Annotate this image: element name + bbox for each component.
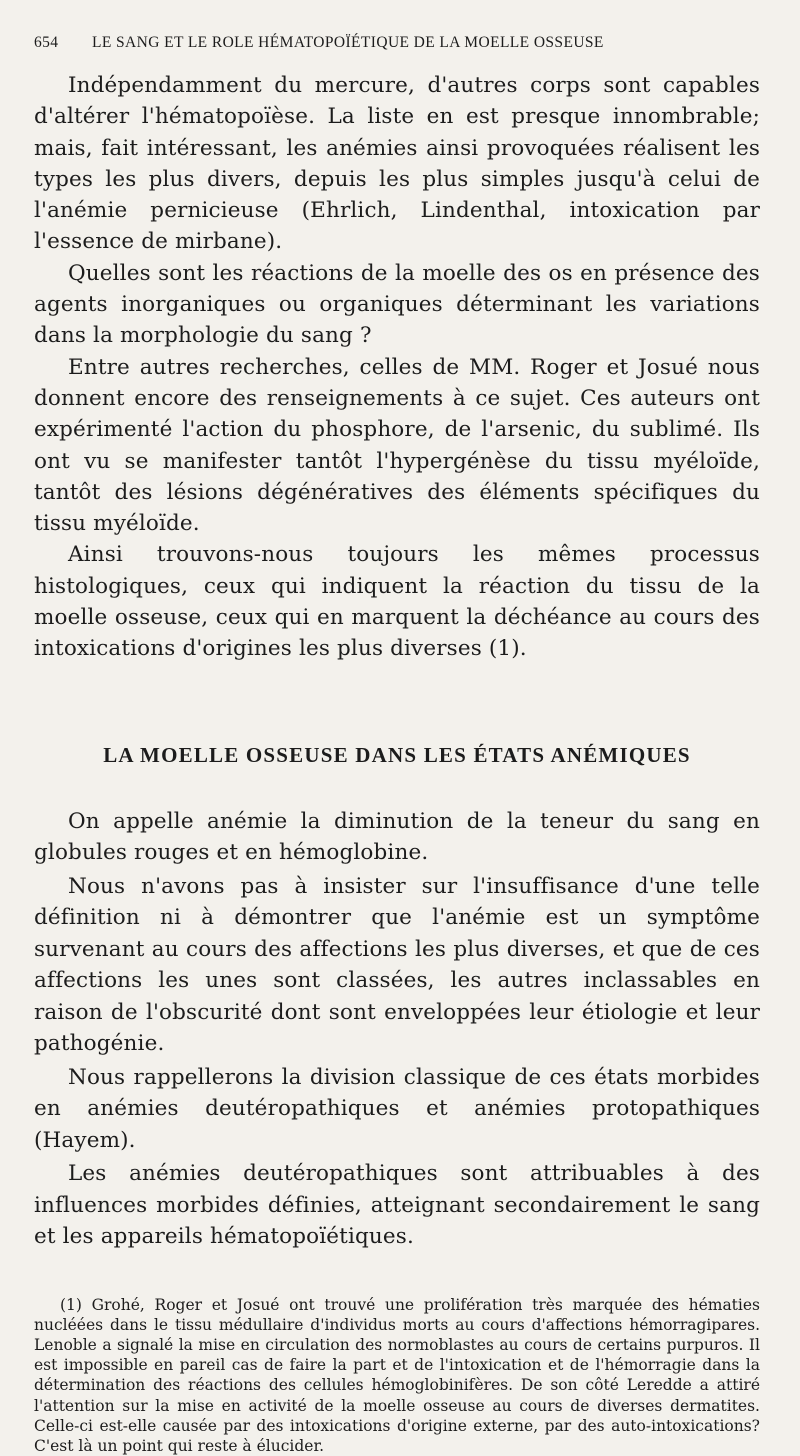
paragraph: Quelles sont les réactions de la moelle des os en présence des agents inorganiques ou organiques déterminant les variations dans la morphologie du sang ?	[34, 260, 760, 349]
footnote: (1) Grohé, Roger et Josué ont trouvé une prolifération très marquée des hématies nucléées dans le tissu médullaire d'individus morts au cours d'affections hémorragipares. Lenoble a signalé la mise en circulation des normoblastes au cours de certains purpuros. Il est impossible en pareil cas de faire la part et de l'intoxication et de l'hémorragie dans la détermination des réactions des cellules hémoglobinifères. De son côté Leredde a attiré l'attention sur la mise en activité de la moelle osseuse au cours de diverses dermatites. Celle-ci est-elle causée par des intoxications d'origine externe, par des auto-intoxications? C'est là un point qui reste à élucider.	[34, 1295, 760, 1456]
paragraph: Entre autres recherches, celles de MM. Roger et Josué nous donnent encore des renseignements à ce sujet. Ces auteurs ont expérimenté l'action du phosphore, de l'arsenic, du sublimé. Ils ont vu se manifester tantôt l'hypergénèse du tissu myéloïde, tantôt des lésions dégénératives des éléments spécifiques du tissu myéloïde.	[34, 354, 760, 537]
paragraph: Les anémies deutéropathiques sont attribuables à des influences morbides définies, atteignant secondairement le sang et les appareils hématopoïétiques.	[34, 1161, 760, 1250]
running-title: LE SANG ET LE ROLE HÉMATOPOÏÉTIQUE DE LA MOELLE OSSEUSE	[92, 34, 604, 51]
footnotes	[34, 1295, 760, 1456]
paragraph: Ainsi trouvons-nous toujours les mêmes processus histologiques, ceux qui indiquent la réaction du tissu de la moelle osseuse, ceux qui en marquent la déchéance au cours des intoxications d'origines les plus diverses (1).	[34, 542, 760, 662]
section-intoxications	[34, 70, 760, 665]
page-number: 654	[34, 34, 59, 51]
paragraph: Nous rappellerons la division classique de ces états morbides en anémies deutéropathiques et anémies protopathiques (Hayem).	[34, 1064, 760, 1153]
running-head	[34, 34, 760, 60]
paragraph: Indépendamment du mercure, d'autres corps sont capables d'altérer l'hématopoïèse. La liste en est presque innombrable; mais, fait intéressant, les anémies ainsi provoquées réalisent les types les plus divers, depuis les plus simples jusqu'à celui de l'anémie pernicieuse (Ehrlich, Lindenthal, intoxication par l'essence de mirbane).	[34, 73, 760, 255]
paragraph: Nous n'avons pas à insister sur l'insuffisance d'une telle définition ni à démontrer que l'anémie est un symptôme survenant au cours des affections les plus diverses, et que de ces affections les unes sont classées, les autres inclassables en raison de l'obscurité dont sont enveloppées leur étiologie et leur pathogénie.	[34, 873, 760, 1057]
section-heading: LA MOELLE OSSEUSE DANS LES ÉTATS ANÉMIQUES	[103, 742, 691, 767]
paragraph: On appelle anémie la diminution de la teneur du sang en globules rouges et en hémoglobine.	[34, 808, 760, 866]
section-etats-anemiques	[34, 806, 760, 1253]
